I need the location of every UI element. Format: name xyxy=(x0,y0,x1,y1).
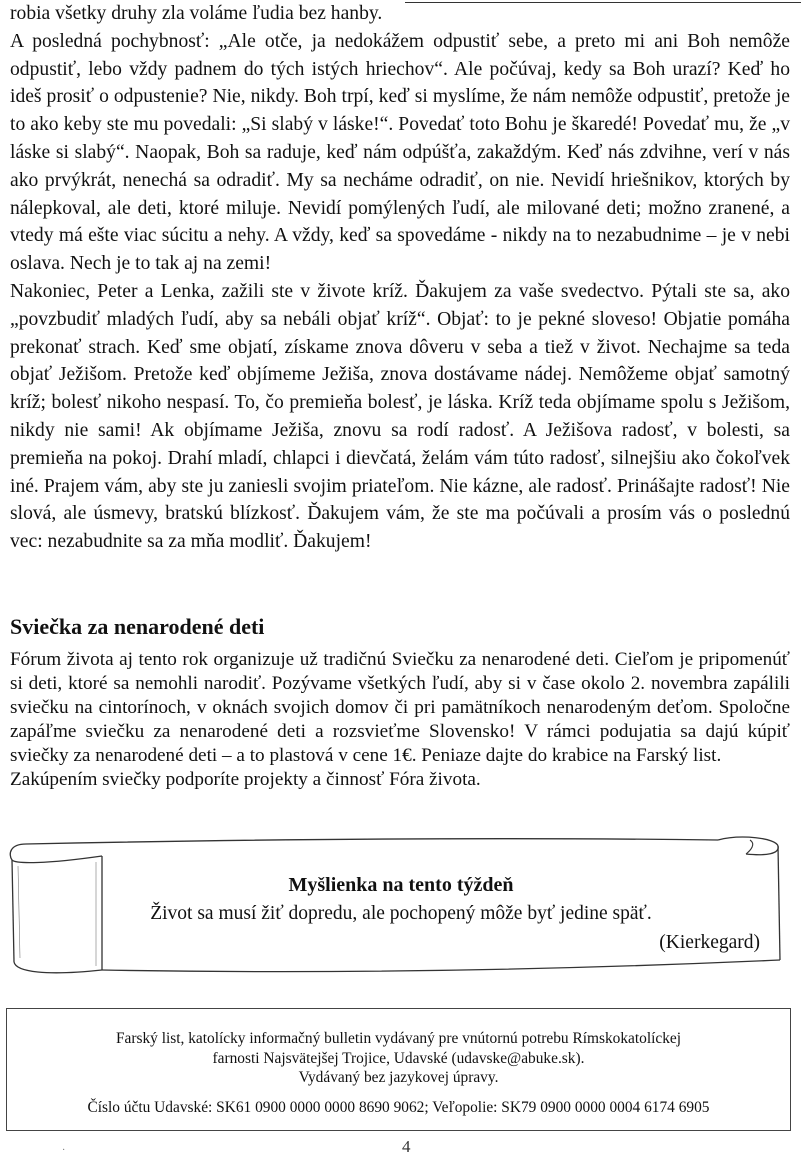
footer-line: farnosti Najsvätejšej Trojice, Udavské (udavske@abuke.sk). xyxy=(212,1049,585,1067)
thought-author: (Kierkegard) xyxy=(659,932,760,953)
footer-accounts: Číslo účtu Udavské: SK61 0900 0000 0000 8690 9062; Veľopolie: SK79 0900 0000 0004 6174 6905 xyxy=(87,1098,710,1116)
paragraph: robia všetky druhy zla voláme ľudia bez hanby. xyxy=(10,3,383,24)
page-number: 4 xyxy=(402,1137,411,1156)
section-body xyxy=(10,648,790,792)
paragraph: Fórum života aj tento rok organizuje už tradičnú Sviečku za nenarodené deti. Cieľom je pripomenúť si deti, ktoré sa nemohli narodiť. Pozývame všetkých ľudí, aby si v čase okolo 2. novembra zapálili sviečku na cintorínoch, v oknách svojich domov či pri pamätníkoch nenarodeným deťom. Spoločne zapáľme sviečku za nenarodené deti a rozsvieťme Slovensko! V rámci podujatia sa dajú kúpiť sviečky za nenarodené deti – a to plastová v cene 1€. Peniaze dajte do krabice na Farský list. xyxy=(10,649,790,766)
paragraph: Zakúpením sviečky podporíte projekty a činnosť Fóra života. xyxy=(10,769,481,790)
paragraph: Nakoniec, Peter a Lenka, zažili ste v živote kríž. Ďakujem za vaše svedectvo. Pýtali ste sa, ako „povzbudiť mladých ľudí, aby sa nebáli objať kríž“. Objať: to je pekné sloveso! Objatie pomáha prekonať strach. Keď sme objatí, získame znova dôveru v seba a tiež v život. Nechajme sa teda objať Ježišom. Pretože keď objímeme Ježiša, znova dostávame nádej. Nemôžeme objať samotný kríž; bolesť nikoho nespasí. To, čo premieňa bolesť, je láska. Kríž teda objímame spolu s Ježišom, nikdy nie sami! Ak objímame Ježiša, znovu sa rodí radosť. A Ježišova radosť, v bolesti, sa premieňa na pokoj. Drahí mladí, chlapci i dievčatá, želám vám túto radosť, silnejšiu ako čokoľvek iné. Prajem vám, aby ste ju zaniesli svojim priateľom. Nie kázne, ale radosť. Prinášajte radosť! Nie slová, ale úsmevy, bratskú blízkosť. Ďakujem vám, že ste ma počúvali a prosím vás o poslednú vec: nezabudnite sa za mňa modliť. Ďakujem! xyxy=(10,280,790,553)
thought-scroll xyxy=(6,830,796,982)
section-heading: Sviečka za nenarodené deti xyxy=(10,614,265,639)
footer-box xyxy=(6,1008,791,1131)
scan-speck: · xyxy=(62,1145,66,1156)
main-article xyxy=(10,0,790,556)
footer-line: Farský list, katolícky informačný bulletin vydávaný pre vnútornú potrebu Rímskokatolíckej xyxy=(115,1030,682,1047)
thought-title: Myšlienka na tento týždeň xyxy=(288,874,514,896)
thought-quote: Život sa musí žiť dopredu, ale pochopený môže byť jedine späť. xyxy=(150,903,652,924)
paragraph: A posledná pochybnosť: „Ale otče, ja nedokážem odpustiť sebe, a preto mi ani Boh nemôže odpustiť, lebo vždy padnem do tých istých hriechov“. Ale počúvaj, kedy sa Boh urazí? Keď ho ideš prosiť o odpustenie? Nie, nikdy. Boh trpí, keď si myslíme, že nám nemôže odpustiť, pretože je to ako keby ste mu povedali: „Si slabý v láske!“. Povedať toto Bohu je škaredé! Povedať mu, že „v láske si slabý“. Naopak, Boh sa raduje, keď nám odpúšťa, zakaždým. Keď nás zdvihne, verí v nás ako prvýkrát, nenechá sa odradiť. My sa necháme odradiť, on nie. Nevidí hriešnikov, ktorých by nálepkoval, ale deti, ktoré miluje. Nevidí pomýlených ľudí, ale milované deti; možno zranené, a vtedy má ešte viac súcitu a nehy. A vždy, keď sa spovedáme - nikdy na to nezabudnime – je v nebi oslava. Nech je to tak aj na zemi! xyxy=(10,30,790,275)
footer-line: Vydávaný bez jazykovej úpravy. xyxy=(298,1069,499,1086)
